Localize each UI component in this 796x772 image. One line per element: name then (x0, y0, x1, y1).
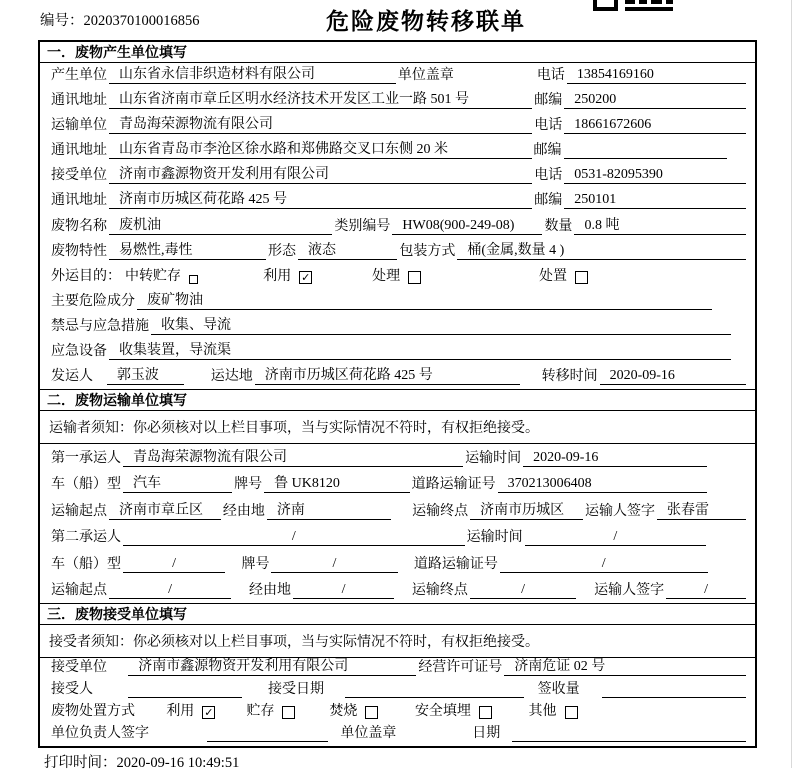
field-value: 济南市历城区荷花路 425 号 (109, 188, 532, 209)
field-label: 单位盖章 (340, 726, 397, 741)
field-label: 运输时间 (465, 450, 522, 466)
field-row (40, 497, 755, 524)
field-row (40, 444, 755, 471)
field-row (40, 658, 755, 680)
field-label: 废物名称 (51, 218, 107, 234)
field-value: 张春雷 (657, 499, 746, 520)
field-value: 青岛海荣源物流有限公司 (123, 446, 463, 467)
field-label: 形态 (268, 243, 297, 259)
page-edge-line (791, 0, 792, 768)
field-label: 运输起点 (51, 503, 107, 519)
field-value: 汽车 (123, 472, 232, 493)
field-value: 济南危证 02 号 (504, 655, 746, 676)
field-value: / (500, 556, 708, 573)
field-value: 13854169160 (567, 67, 746, 84)
field-value: 鲁 UK8120 (264, 472, 409, 493)
print-time-value: 2020-09-16 10:49:51 (116, 755, 240, 771)
field-row (40, 339, 755, 364)
field-label: 接受单位 (51, 168, 107, 184)
field-row (40, 471, 755, 498)
field-value: / (666, 582, 746, 599)
field-label: 发运人 (51, 369, 93, 385)
field-value: 济南市章丘区 (109, 499, 221, 520)
field-label: 类别编号 (334, 218, 391, 234)
field-row (40, 138, 755, 163)
checkbox-label: 处置 (539, 268, 567, 284)
field-value: 0.8 吨 (574, 214, 746, 235)
field-row (40, 289, 755, 314)
field-value: 收集装置，导流渠 (109, 339, 731, 360)
print-time-label: 打印时间： (44, 755, 117, 771)
field-label: 邮编 (533, 143, 562, 159)
field-value: 液态 (298, 239, 397, 260)
field-row (40, 364, 755, 389)
field-row (40, 680, 755, 702)
checkbox-label: 利用 (166, 704, 195, 719)
checkbox-field (164, 700, 215, 720)
field-label: 外运目的： (51, 268, 121, 284)
field-value: 济南 (267, 499, 391, 520)
field-row (40, 264, 755, 289)
field-value (512, 741, 746, 742)
checkbox-label: 安全填埋 (414, 704, 471, 719)
field-value: 山东省济南市章丘区明水经济技术开发区工业一路 501 号 (109, 88, 532, 109)
field-label: 邮编 (534, 93, 563, 109)
field-label: 邮编 (534, 193, 563, 209)
field-value: 250200 (564, 92, 746, 109)
checkbox-checked-icon: ✓ (204, 706, 214, 719)
field-value: 济南市鑫源物资开发利用有限公司 (109, 163, 532, 184)
checkbox-empty-icon (575, 271, 588, 284)
checkbox-empty-icon (189, 275, 198, 284)
field-value: 370213006408 (498, 476, 707, 493)
field-value: 易燃性,毒性 (109, 239, 266, 260)
field-label: 产生单位 (51, 68, 107, 84)
section-transporter (40, 389, 755, 603)
section-receiver (40, 603, 755, 746)
field-label: 禁忌与应急措施 (51, 318, 149, 334)
serial-value: 2020370100016856 (83, 13, 200, 29)
field-label: 经由地 (249, 583, 292, 598)
notice-row: 接受者须知：你必须核对以上栏目事项，当与实际情况不符时，有权拒绝接受。 (40, 625, 755, 658)
field-value (564, 158, 728, 159)
field-label: 牌号 (234, 477, 263, 492)
field-value: 济南市历城区 (470, 499, 583, 520)
field-row (40, 314, 755, 339)
field-row (40, 724, 755, 746)
field-label: 运输起点 (51, 583, 107, 598)
field-label: 接受日期 (267, 682, 324, 697)
field-row (40, 239, 755, 264)
checkbox-empty-icon (282, 706, 295, 719)
field-label: 单位盖章 (397, 68, 454, 84)
field-value (128, 697, 242, 698)
checkbox-label: 利用 (263, 268, 292, 284)
field-value: 废矿物油 (137, 289, 712, 310)
checkbox-label: 其他 (528, 704, 557, 719)
field-label: 运输人签字 (594, 583, 665, 598)
field-label: 车（船）型 (51, 477, 121, 492)
form-header (0, 0, 796, 40)
field-label: 电话 (534, 118, 563, 134)
section-header: 一．废物产生单位填写 (40, 42, 755, 63)
field-value (207, 741, 328, 742)
field-row (40, 524, 755, 551)
field-label: 道路运输证号 (413, 556, 498, 572)
checkbox-field (370, 265, 421, 285)
section-header: 二．废物运输单位填写 (40, 390, 755, 411)
field-value: / (525, 529, 706, 546)
checkbox-field (327, 700, 378, 720)
notice-row: 运输者须知：你必须核对以上栏目事项，当与实际情况不符时，有权拒绝接受。 (40, 411, 755, 444)
field-label: 第一承运人 (51, 450, 121, 466)
field-value: 青岛海荣源物流有限公司 (109, 113, 532, 134)
field-label: 转移时间 (541, 369, 598, 385)
field-label: 接受人 (51, 682, 93, 697)
checkbox-field (413, 700, 492, 720)
checkbox-label: 贮存 (246, 704, 275, 719)
page-title: 危险废物转移联单 (326, 8, 526, 34)
field-label: 废物特性 (51, 243, 107, 259)
serial-label: 编号： (40, 13, 84, 29)
field-value: 2020-09-16 (600, 368, 746, 385)
field-label: 道路运输证号 (411, 477, 496, 492)
checkbox-label: 中转贮存 (125, 268, 181, 284)
checkbox-field (123, 265, 198, 285)
field-row (40, 188, 755, 213)
field-label: 通讯地址 (51, 143, 107, 159)
field-label: 包装方式 (399, 243, 456, 259)
field-value: 2020-09-16 (523, 450, 707, 467)
field-row (40, 63, 755, 88)
field-value: / (109, 582, 231, 599)
checkbox-field (527, 700, 578, 720)
field-label: 接受单位 (51, 660, 107, 675)
checkbox-empty-icon (479, 706, 492, 719)
field-label: 车（船）型 (51, 556, 121, 572)
checkbox-field (244, 700, 295, 720)
field-label: 日期 (472, 726, 501, 741)
field-label: 第二承运人 (51, 530, 121, 545)
field-value: 济南市鑫源物资开发利用有限公司 (128, 655, 416, 676)
field-label: 通讯地址 (51, 93, 107, 109)
checkbox-empty-icon (408, 271, 421, 284)
print-time (44, 751, 239, 772)
form-table (38, 40, 757, 748)
field-value (345, 697, 524, 698)
checkbox-label: 焚烧 (329, 704, 358, 719)
field-label: 电话 (536, 68, 565, 84)
field-row (40, 577, 755, 604)
checkbox-field (261, 265, 312, 285)
field-row (40, 213, 755, 238)
field-value: 收集、导流 (151, 314, 731, 335)
field-label: 通讯地址 (51, 193, 107, 209)
field-value: 0531-82095390 (564, 167, 746, 184)
field-value: / (123, 529, 465, 546)
field-row (40, 88, 755, 113)
checkbox-empty-icon (365, 706, 378, 719)
field-value (602, 697, 746, 698)
qr-code-fragment-icon (593, 0, 673, 11)
field-label: 牌号 (241, 556, 270, 572)
field-row (40, 163, 755, 188)
section-producer (40, 42, 755, 389)
field-label: 运输终点 (412, 503, 469, 519)
field-label: 运输时间 (466, 530, 523, 545)
field-row (40, 550, 755, 577)
field-label: 主要危险成分 (51, 293, 135, 309)
field-value: HW08(900-249-08) (392, 218, 542, 235)
field-row (40, 702, 755, 724)
field-label: 废物处置方式 (51, 704, 135, 719)
field-value: / (271, 556, 397, 573)
field-label: 应急设备 (51, 343, 107, 359)
field-value: 济南市历城区荷花路 425 号 (255, 364, 520, 385)
field-value: / (123, 556, 225, 573)
field-label: 数量 (544, 218, 573, 234)
field-label: 运输终点 (411, 583, 468, 598)
field-value: / (293, 582, 394, 599)
field-label: 电话 (534, 168, 563, 184)
field-value: 250101 (564, 192, 746, 209)
field-value: 山东省永信非织造材料有限公司 (109, 63, 396, 84)
checkbox-label: 处理 (372, 268, 401, 284)
field-value: / (470, 582, 576, 599)
field-value: 山东省青岛市李沧区徐水路和郑佛路交叉口东侧 20 米 (109, 138, 532, 159)
field-label: 签收量 (537, 682, 580, 697)
field-value: 废机油 (109, 214, 332, 235)
field-label: 单位负责人签字 (51, 726, 149, 741)
field-label: 运输单位 (51, 118, 107, 134)
section-header: 三．废物接受单位填写 (40, 604, 755, 625)
field-value: 18661672606 (564, 117, 746, 134)
field-value: 桶(金属,数量 4 ) (457, 239, 746, 260)
field-label: 经由地 (222, 503, 265, 519)
field-label: 运输人签字 (584, 503, 655, 519)
field-row (40, 113, 755, 138)
checkbox-empty-icon (565, 706, 578, 719)
field-label: 经营许可证号 (418, 660, 503, 675)
checkbox-checked-icon: ✓ (301, 270, 311, 284)
field-value: 郭玉波 (107, 364, 184, 385)
checkbox-field (537, 265, 588, 285)
field-label: 运达地 (210, 369, 253, 385)
